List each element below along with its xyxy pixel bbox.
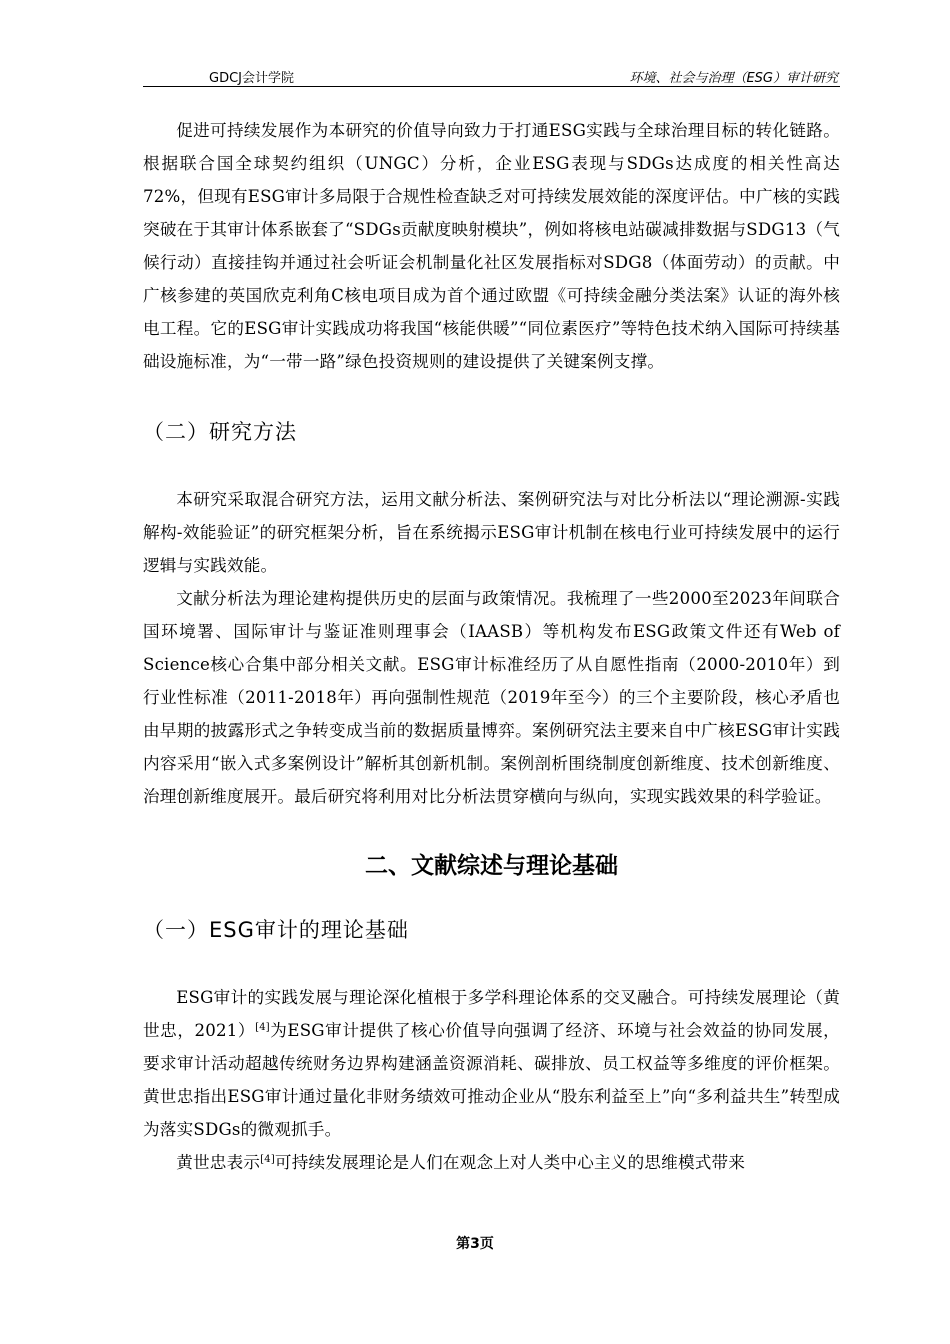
heading-research-methods: （二）研究方法 — [143, 420, 297, 444]
citation-ref: [4] — [255, 1022, 270, 1033]
paragraph-text: 黄世忠表示 — [176, 1153, 261, 1172]
page-number: 第3页 — [456, 1236, 494, 1252]
paragraph-huang-view — [143, 1146, 840, 1179]
section-title-literature-review: 二、文献综述与理论基础 — [365, 853, 618, 879]
page-header — [143, 66, 840, 87]
paragraph-mixed-methods: 本研究采取混合研究方法，运用文献分析法、案例研究法与对比分析法以“理论溯源-实践解构-效能验证”的研究框架分析，旨在系统揭示ESG审计机制在核电行业可持续发展中的运行逻辑与实践效能。 — [143, 490, 840, 575]
paragraph-sustainable-theory — [143, 981, 840, 1146]
page-content — [143, 114, 840, 1179]
paragraph-text: 可持续发展理论是人们在观念上对人类中心主义的思维模式带来 — [274, 1153, 746, 1172]
header-right-text: 环境、社会与治理（ESG）审计研究 — [629, 71, 838, 86]
paragraph-sdg-value: 促进可持续发展作为本研究的价值导向致力于打通ESG实践与全球治理目标的转化链路。根据联合国全球契约组织（UNGC）分析，企业ESG表现与SDGs达成度的相关性高达72%，但现有ESG审计多局限于合规性检查缺乏对可持续发展效能的深度评估。中广核的实践突破在于其审计体系嵌套了“SDGs贡献度映射模块”，例如将核电站碳减排数据与SDG13（气候行动）直接挂钩并通过社会听证会机制量化社区发展指标对SDG8（体面劳动）的贡献。中广核参建的英国欣克利角C核电项目成为首个通过欧盟《可持续金融分类法案》认证的海外核电工程。它的ESG审计实践成功将我国“核能供暖”“同位素医疗”等特色技术纳入国际可持续基础设施标准，为“一带一路”绿色投资规则的建设提供了关键案例支撑。 — [143, 121, 840, 371]
paragraph-text: ESG审计的实践发展与理论深化植根于多学科理论体系的交叉融合。可持续发展理论（黄世忠，2021） — [143, 988, 840, 1040]
paragraph-text: 为ESG审计提供了核心价值导向强调了经济、环境与社会效益的协同发展，要求审计活动超越传统财务边界构建涵盖资源消耗、碳排放、员工权益等多维度的评价框架。黄世忠指出ESG审计通过量化非财务绩效可推动企业从“股东利益至上”向“多利益共生”转型成为落实SDGs的微观抓手。 — [143, 1021, 840, 1139]
heading-esg-theory: （一）ESG审计的理论基础 — [143, 918, 409, 942]
paragraph-literature-analysis: 文献分析法为理论建构提供历史的层面与政策情况。我梳理了一些2000至2023年间联合国环境署、国际审计与鉴证准则理事会（IAASB）等机构发布ESG政策文件还有Web of Science核心合集中部分相关文献。ESG审计标准经历了从自愿性指南（2000-2010年）到行业性标准（2011-2018年）再向强制性规范（2019年至今）的三个主要阶段，核心矛盾也由早期的披露形式之争转变成当前的数据质量博弈。案例研究法主要来自中广核ESG审计实践内容采用“嵌入式多案例设计”解析其创新机制。案例剖析围绕制度创新维度、技术创新维度、治理创新维度展开。最后研究将利用对比分析法贯穿横向与纵向，实现实践效果的科学验证。 — [143, 589, 840, 806]
header-left-text: GDCJ会计学院 — [209, 71, 294, 86]
citation-ref: [4] — [260, 1154, 275, 1165]
